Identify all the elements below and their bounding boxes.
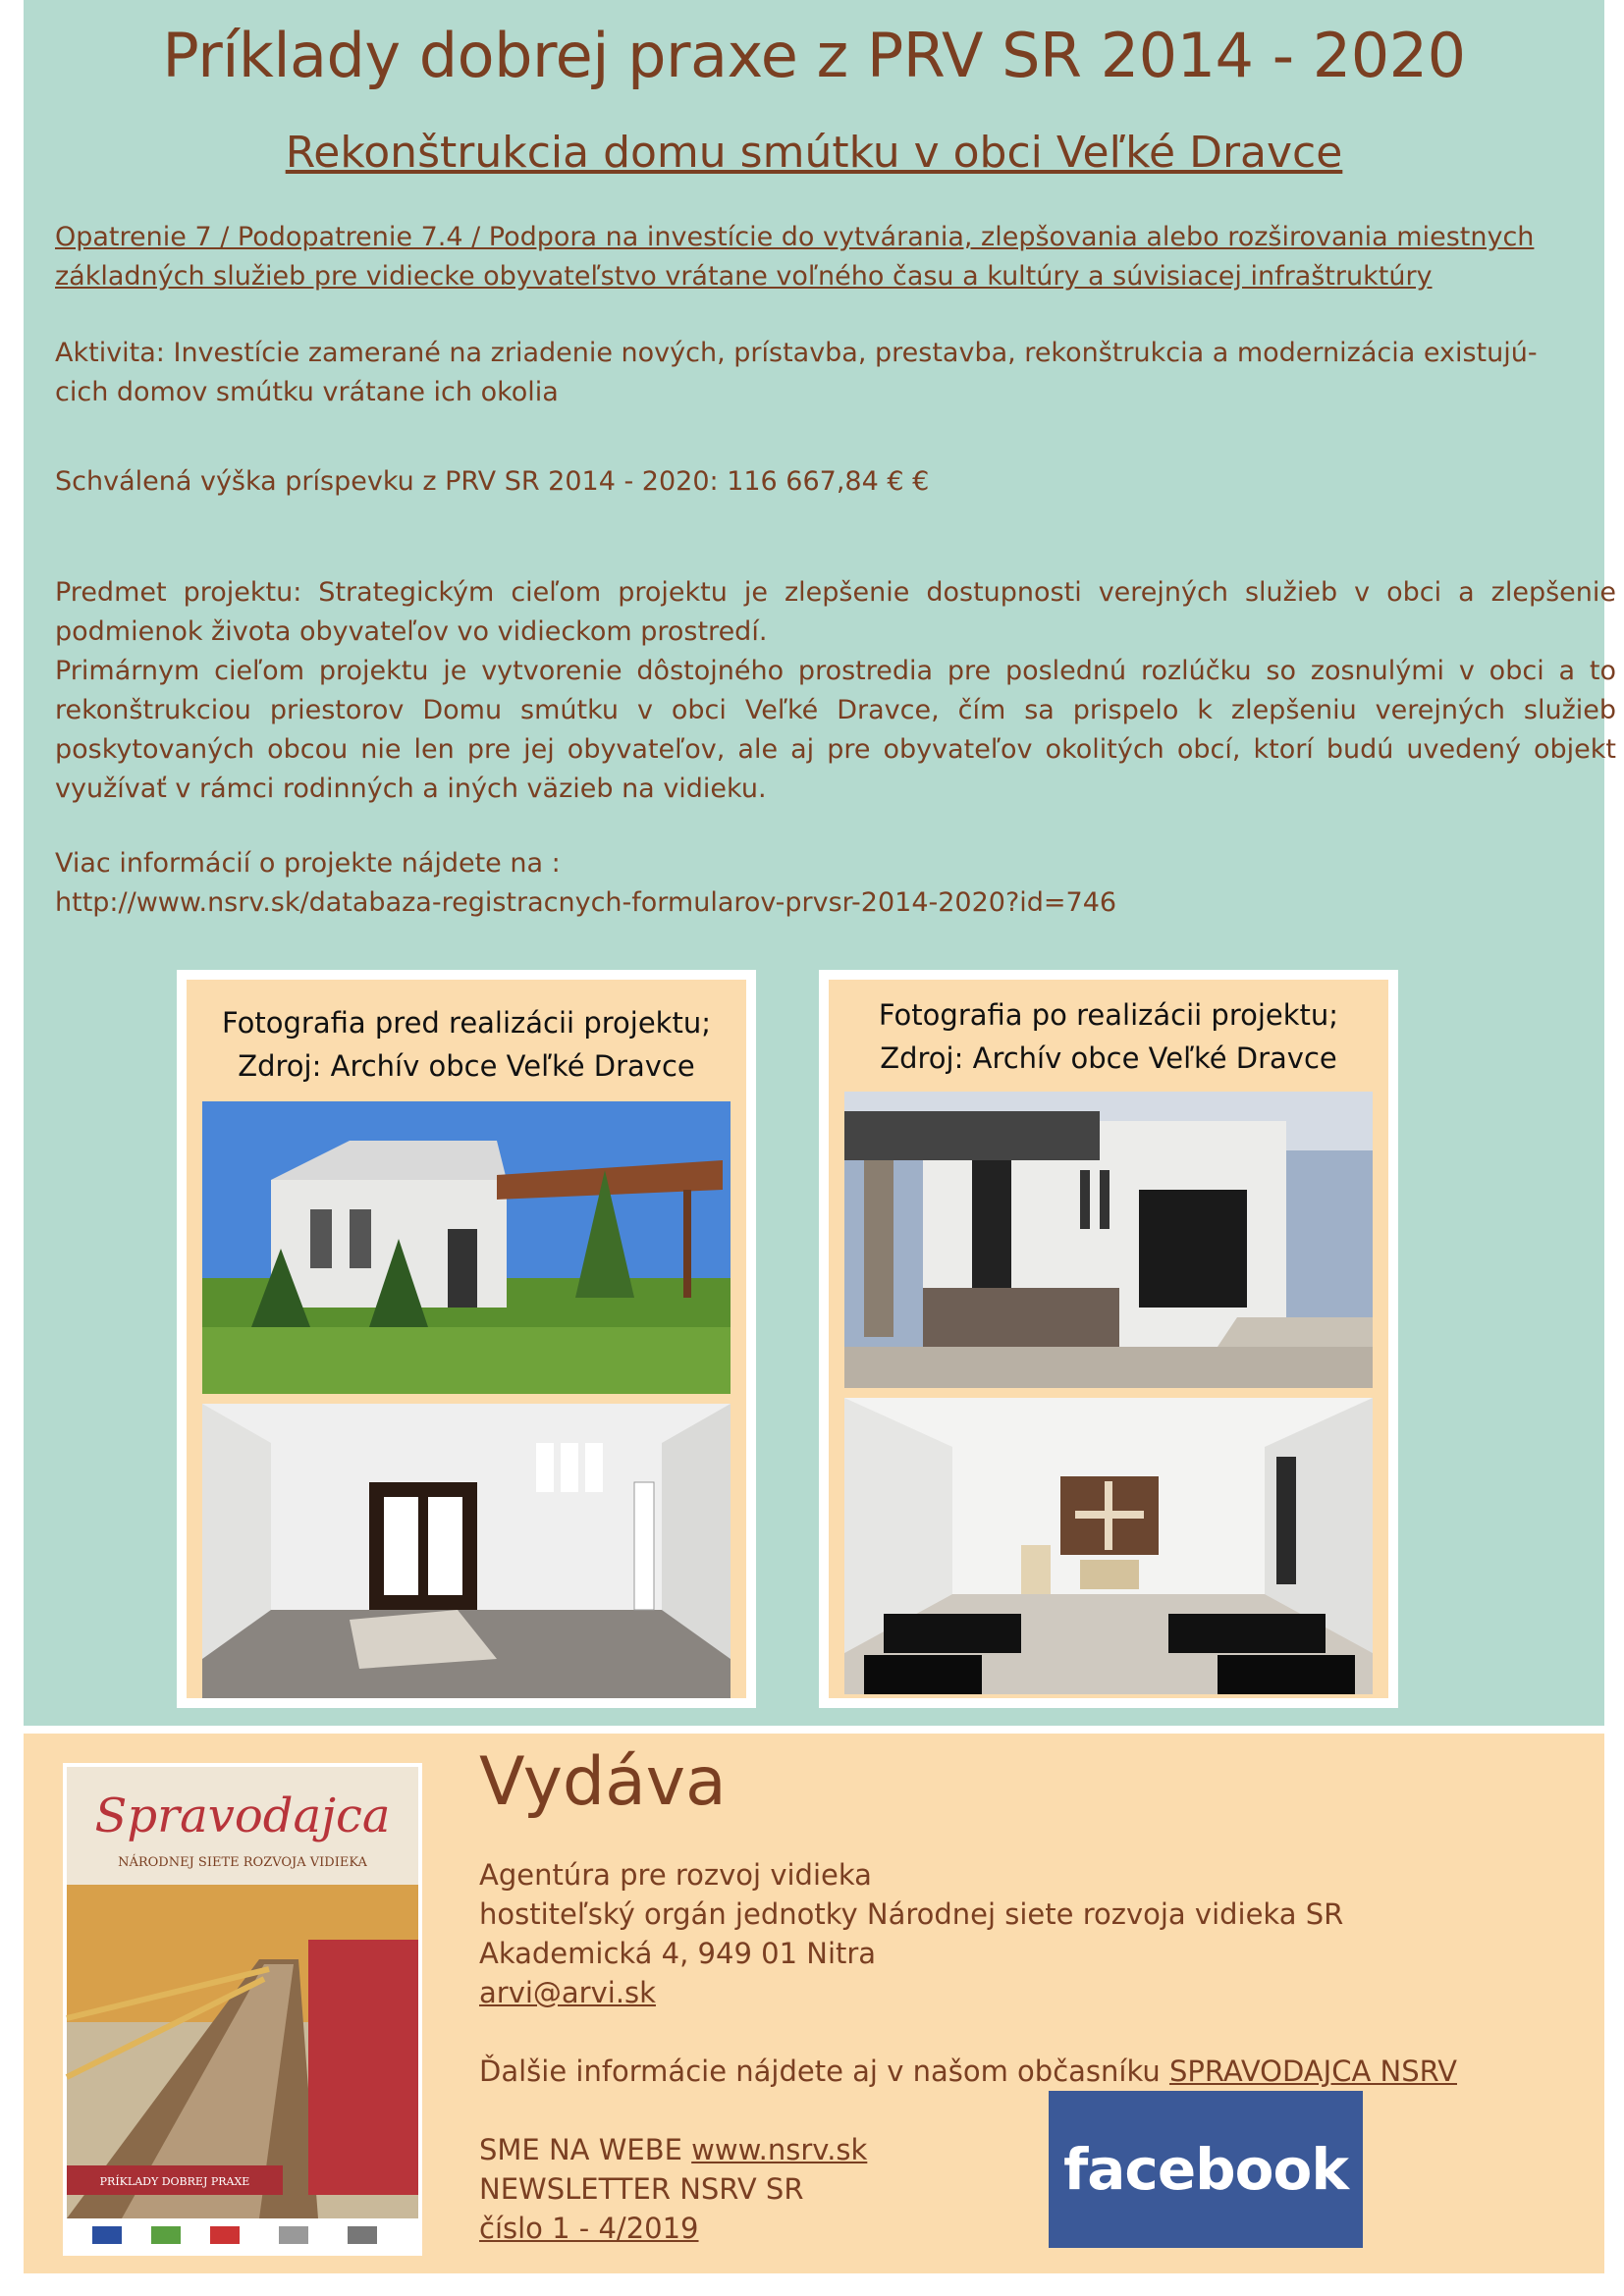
activity-line-2: cich domov smútku vrátane ich okolia bbox=[55, 377, 559, 407]
publisher-line-1: Agentúra pre rozvoj vidieka bbox=[479, 1858, 872, 1892]
after-caption-line-1: Fotografia po realizácii projektu; bbox=[878, 998, 1339, 1032]
facebook-label: facebook bbox=[1063, 2136, 1348, 2203]
activity-line-1: Aktivita: Investície zamerané na zriadenie nových, prístavba, prestavba, rekonštrukcia a modernizácia existujú- bbox=[55, 338, 1538, 368]
spravodajca-cover-image[interactable] bbox=[63, 1763, 422, 2256]
after-caption bbox=[829, 993, 1388, 1080]
more-info bbox=[55, 844, 1616, 923]
web-info bbox=[479, 2130, 867, 2248]
more-info-label: Viac informácií o projekte nájdete na : bbox=[55, 848, 561, 879]
project-url-link[interactable]: http://www.nsrv.sk/databaza-registracnych-formularov-prvsr-2014-2020?id=746 bbox=[55, 887, 1117, 918]
before-caption-line-1: Fotografia pred realizácii projektu; bbox=[222, 1006, 711, 1040]
email-link[interactable]: arvi@arvi.sk bbox=[479, 1976, 656, 2009]
newsletter-more-info bbox=[479, 2052, 1457, 2091]
after-caption-line-2: Zdroj: Archív obce Veľké Dravce bbox=[880, 1041, 1337, 1075]
website-link[interactable]: www.nsrv.sk bbox=[691, 2133, 868, 2166]
after-exterior-photo bbox=[844, 1092, 1373, 1388]
publisher-heading: Vydáva bbox=[479, 1743, 727, 1821]
measure-line-1: Opatrenie 7 / Podopatrenie 7.4 / Podpora na investície do vytvárania, zlepšovania alebo rozširovania miestnych bbox=[55, 222, 1535, 252]
publisher-line-2: hostiteľský orgán jednotky Národnej siete rozvoja vidieka SR bbox=[479, 1897, 1344, 1931]
subject-paragraph-2: Primárnym cieľom projektu je vytvorenie dôstojného prostredia pre poslednú rozlúčku so zosnulými v obci a to rekonštrukciou priestorov Domu smútku v obci Veľké Dravce, čím sa prispelo k zlepšeniu verejných služieb poskytovaných obcou nie len pre jej obyvateľov, ale aj pre obyvateľov okolitých obcí, ktorí budú uvedený objekt využívať v rámci rodinných a iných väzieb na vidieku. bbox=[55, 656, 1616, 804]
project-subtitle: Rekonštrukcia domu smútku v obci Veľké Dravce bbox=[285, 128, 1343, 178]
more-info-prefix: Ďalšie informácie nájdete aj v našom občasníku bbox=[479, 2055, 1169, 2088]
before-interior-photo bbox=[202, 1404, 731, 1698]
cover-title-text: Spravodajca bbox=[94, 1789, 391, 1843]
activity-text bbox=[55, 334, 1616, 412]
web-prefix: SME NA WEBE bbox=[479, 2133, 692, 2166]
cover-subtitle-text: NÁRODNEJ SIETE ROZVOJA VIDIEKA bbox=[118, 1855, 367, 1870]
newsletter-label: NEWSLETTER NSRV SR bbox=[479, 2172, 804, 2206]
subject-paragraph-1: Predmet projektu: Strategickým cieľom projektu je zlepšenie dostupnosti verejných služieb v obci a zlepšenie podmienok života obyvateľov vo vidieckom prostredí. bbox=[55, 577, 1616, 647]
after-interior-photo bbox=[844, 1398, 1373, 1694]
after-photos-card bbox=[819, 970, 1398, 1708]
before-caption bbox=[187, 1001, 746, 1088]
publisher-line-3: Akademická 4, 949 01 Nitra bbox=[479, 1937, 877, 1970]
issue-number: číslo 1 - 4/2019 bbox=[479, 2212, 699, 2245]
cover-footer-text: PRÍKLADY DOBREJ PRAXE bbox=[99, 2175, 250, 2188]
page-title: Príklady dobrej praxe z PRV SR 2014 - 2020 bbox=[162, 20, 1466, 91]
measure-text bbox=[55, 218, 1616, 296]
measure-line-2: základných služieb pre vidiecke obyvateľstvo vrátane voľného času a kultúry a súvisiacej infraštruktúry bbox=[55, 261, 1433, 292]
publisher-address bbox=[479, 1855, 1343, 2012]
before-caption-line-2: Zdroj: Archív obce Veľké Dravce bbox=[238, 1049, 695, 1083]
amount-text: Schválená výška príspevku z PRV SR 2014 - 2020: 116 667,84 € € bbox=[55, 466, 930, 497]
spravodajca-link[interactable]: SPRAVODAJCA NSRV bbox=[1168, 2055, 1457, 2088]
before-photos-card bbox=[177, 970, 756, 1708]
before-exterior-photo bbox=[202, 1101, 731, 1394]
facebook-logo-link[interactable] bbox=[1049, 2091, 1363, 2248]
